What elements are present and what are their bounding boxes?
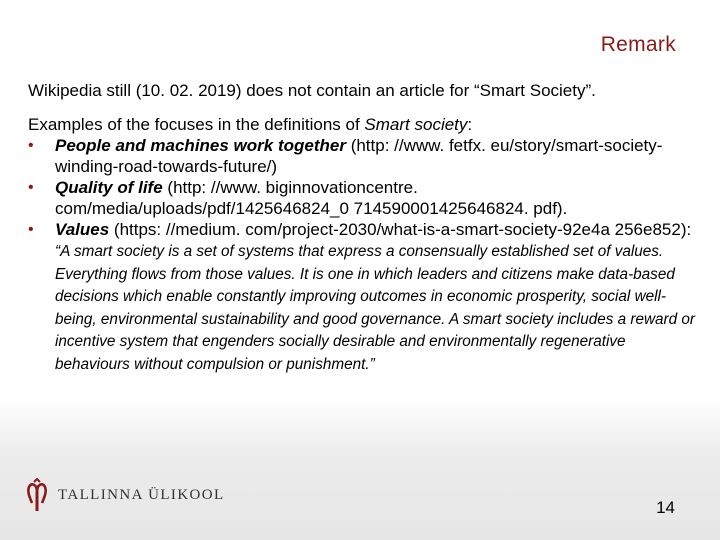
slide-body [28,80,698,375]
bullet-icon: • [28,221,34,238]
examples-colon: : [467,115,473,134]
examples-heading [28,114,698,135]
intro-paragraph: Wikipedia still (10. 02. 2019) does not contain an article for “Smart Society”. [28,81,596,100]
bullet-icon: • [28,137,34,154]
slide-title: Remark [600,33,676,56]
logo-text: TALLINNA ÜLIKOOL [58,486,225,503]
bullet-icon: • [28,179,34,196]
examples-list [28,135,698,375]
bullet-term: Values [55,220,110,239]
values-quote: “A smart society is a set of systems that express a consensually established set of values. Everything flows from those values. It is one in which leaders and citizens make data-based decisions which enable constantly improving outcomes in economic prosperity, social well-being, environmental sustainability and good governance. A smart society includes a reward or incentive system that engenders socially desirable and environmentally regenerative behaviours without compulsion or punishment.” [55,243,695,373]
list-item [28,135,698,177]
bullet-source: (http: //www. fetfx. eu/story/smart-society-winding-road-towards-future/) [55,136,663,176]
bullet-term: Quality of life [55,178,163,197]
examples-term: Smart society [364,115,468,134]
footer-band [0,398,720,540]
university-logo [26,478,225,512]
list-item [28,177,698,219]
examples-lead: Examples of the focuses in the definitions of [28,115,365,134]
bullet-source: (http: //www. biginnovationcentre. com/media/uploads/pdf/1425646824_0 714590001425646824. pdf). [55,178,568,218]
logo-mark-icon [26,478,48,512]
list-item [28,219,698,375]
page-number: 14 [656,498,675,517]
bullet-term: People and machines work together [55,136,346,155]
bullet-source: (https: //medium. com/project-2030/what-is-a-smart-society-92e4a 256e852): [109,220,692,239]
